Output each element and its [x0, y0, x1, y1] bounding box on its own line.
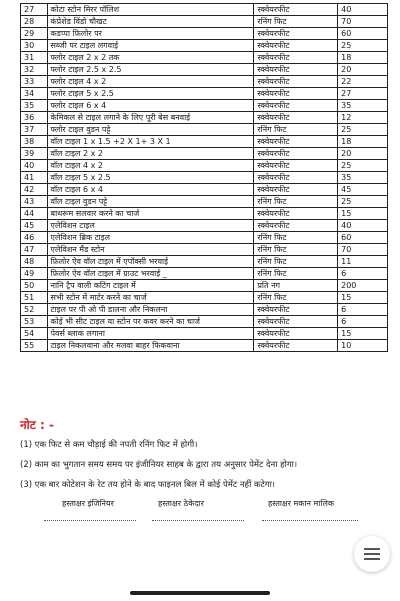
unit-cell: स्क्वेयरफीट	[254, 208, 338, 220]
rate-cell: 60	[338, 232, 388, 244]
rate-cell: 40	[338, 220, 388, 232]
hamburger-menu-icon	[364, 548, 380, 550]
item-description-cell: फ़िलोर ऐव वॉल टाइल में एपॉक्सी भरवाई	[47, 256, 254, 268]
item-description-cell: फ्लोर टाइल 2.5 x 2.5	[47, 64, 254, 76]
table-row	[21, 76, 388, 88]
rate-table	[20, 3, 388, 352]
unit-cell: रनिंग फिट	[254, 124, 338, 136]
unit-cell: स्क्वेयरफीट	[254, 64, 338, 76]
unit-cell: स्क्वेयरफीट	[254, 160, 338, 172]
unit-cell: स्क्वेयरफीट	[254, 184, 338, 196]
item-description-cell: कोई भी सीट टाइल या स्टोन पर कवर करने का चार्ज	[47, 316, 254, 328]
rate-cell: 6	[338, 304, 388, 316]
rate-cell: 27	[338, 88, 388, 100]
item-description-cell: फ्लोर टाइल वुडन पट्टे	[47, 124, 254, 136]
item-description-cell: वॉल टाइल 4 x 2	[47, 160, 254, 172]
row-number-cell: 47	[21, 244, 48, 256]
unit-cell: स्क्वेयरफीट	[254, 220, 338, 232]
unit-cell: रनिंग फिट	[254, 244, 338, 256]
hamburger-menu-icon-bar	[364, 558, 380, 560]
row-number-cell: 28	[21, 16, 48, 28]
item-description-cell: एलेविशन टाइल	[47, 220, 254, 232]
item-description-cell: टाइल पर पी ओ पी डालना और निकलना	[47, 304, 254, 316]
table-row	[21, 280, 388, 292]
rate-table-body	[21, 4, 388, 352]
unit-cell: स्क्वेयरफीट	[254, 4, 338, 16]
row-number-cell: 41	[21, 172, 48, 184]
unit-cell: स्क्वेयरफीट	[254, 112, 338, 124]
signature-engineer-line	[44, 520, 136, 521]
unit-cell: स्क्वेयरफीट	[254, 316, 338, 328]
item-description-cell: फ्लोर टाइल 4 x 2	[47, 76, 254, 88]
unit-cell: रनिंग फिट	[254, 256, 338, 268]
item-description-cell: कंप्रेशेड विंडो चौखट	[47, 16, 254, 28]
unit-cell: स्क्वेयरफीट	[254, 304, 338, 316]
item-description-cell: फ़िलोर ऐव वॉल टाइल में ग्राउट भरवाई _	[47, 268, 254, 280]
row-number-cell: 45	[21, 220, 48, 232]
item-description-cell: बाथरूम सलवार करने का चार्ज	[47, 208, 254, 220]
row-number-cell: 49	[21, 268, 48, 280]
rate-cell: 20	[338, 148, 388, 160]
rate-cell: 22	[338, 76, 388, 88]
rate-cell: 15	[338, 328, 388, 340]
row-number-cell: 50	[21, 280, 48, 292]
unit-cell: रनिंग फिट	[254, 196, 338, 208]
row-number-cell: 55	[21, 340, 48, 352]
item-description-cell: सब्जी पर टाइल लगवाई	[47, 40, 254, 52]
item-description-cell: केमिकल से टाइल लगाने के लिए पूरी बेस बनवाई	[47, 112, 254, 124]
table-row	[21, 64, 388, 76]
item-description-cell: वॉल टाइल 1 x 1.5 +2 X 1+ 3 X 1	[47, 136, 254, 148]
row-number-cell: 43	[21, 196, 48, 208]
item-description-cell: सभी स्टोन में मार्टर करने का चार्ज	[47, 292, 254, 304]
item-description-cell: फ्लोर टाइल 2 x 2 तक	[47, 52, 254, 64]
row-number-cell: 52	[21, 304, 48, 316]
item-description-cell: फ्लोर टाइल 6 x 4	[47, 100, 254, 112]
rate-cell: 25	[338, 196, 388, 208]
table-row	[21, 112, 388, 124]
table-row	[21, 256, 388, 268]
unit-cell: स्क्वेयरफीट	[254, 28, 338, 40]
row-number-cell: 32	[21, 64, 48, 76]
item-description-cell: कडप्पा फ़िलोर पर	[47, 28, 254, 40]
item-description-cell: कोटा स्टोन मिरर पॉलिश	[47, 4, 254, 16]
row-number-cell: 53	[21, 316, 48, 328]
unit-cell: स्क्वेयरफीट	[254, 52, 338, 64]
unit-cell: रनिंग फिट	[254, 268, 338, 280]
row-number-cell: 46	[21, 232, 48, 244]
row-number-cell: 34	[21, 88, 48, 100]
rate-cell: 11	[338, 256, 388, 268]
item-description-cell: पेवर्स ब्लाक लगाना	[47, 328, 254, 340]
row-number-cell: 51	[21, 292, 48, 304]
signature-owner-line	[262, 520, 358, 521]
unit-cell: स्क्वेयरफीट	[254, 172, 338, 184]
table-row	[21, 328, 388, 340]
signature-contractor-label: हस्ताक्षर ठेकेदार	[158, 499, 204, 508]
row-number-cell: 31	[21, 52, 48, 64]
row-number-cell: 33	[21, 76, 48, 88]
unit-cell: रनिंग फिट	[254, 16, 338, 28]
note-item-1: (1) एक फिट से कम चौड़ाई की नपती रनिंग फिट में होगी।	[20, 440, 198, 450]
table-row	[21, 220, 388, 232]
rate-cell: 18	[338, 136, 388, 148]
row-number-cell: 35	[21, 100, 48, 112]
unit-cell: स्क्वेयरफीट	[254, 88, 338, 100]
rate-cell: 70	[338, 244, 388, 256]
rate-cell: 25	[338, 160, 388, 172]
item-description-cell: एलेविशन मैंड स्टोन	[47, 244, 254, 256]
row-number-cell: 27	[21, 4, 48, 16]
row-number-cell: 44	[21, 208, 48, 220]
note-item-3: (3) एक बार कोटेशन के रेट तय होने के बाद फाइनल बिल में कोई पेमेंट नहीं कटेगा।	[20, 480, 275, 490]
rate-cell: 15	[338, 292, 388, 304]
table-row	[21, 40, 388, 52]
item-description-cell: वॉल टाइल 5 x 2.5	[47, 172, 254, 184]
table-row	[21, 148, 388, 160]
unit-cell: स्क्वेयरफीट	[254, 40, 338, 52]
table-row	[21, 4, 388, 16]
unit-cell: प्रति नग	[254, 280, 338, 292]
row-number-cell: 38	[21, 136, 48, 148]
signature-owner-label: हस्ताक्षर मकान मालिक	[268, 499, 335, 508]
table-row	[21, 292, 388, 304]
rate-cell: 25	[338, 40, 388, 52]
unit-cell: रनिंग फिट	[254, 232, 338, 244]
unit-cell: स्क्वेयरफीट	[254, 76, 338, 88]
item-description-cell: वॉल टाइल 6 x 4	[47, 184, 254, 196]
row-number-cell: 48	[21, 256, 48, 268]
rate-cell: 12	[338, 112, 388, 124]
table-row	[21, 160, 388, 172]
rate-cell: 15	[338, 208, 388, 220]
rate-cell: 200	[338, 280, 388, 292]
table-row	[21, 28, 388, 40]
rate-cell: 6	[338, 316, 388, 328]
table-row	[21, 88, 388, 100]
unit-cell: रनिंग फिट	[254, 292, 338, 304]
row-number-cell: 42	[21, 184, 48, 196]
rate-cell: 25	[338, 124, 388, 136]
table-row	[21, 196, 388, 208]
rate-cell: 45	[338, 184, 388, 196]
table-row	[21, 316, 388, 328]
table-row	[21, 52, 388, 64]
table-row	[21, 100, 388, 112]
item-description-cell: फ्लोर टाइल 5 x 2.5	[47, 88, 254, 100]
unit-cell: स्क्वेयरफीट	[254, 328, 338, 340]
rate-cell: 20	[338, 64, 388, 76]
rate-cell: 6	[338, 268, 388, 280]
table-row	[21, 232, 388, 244]
rate-cell: 10	[338, 340, 388, 352]
row-number-cell: 36	[21, 112, 48, 124]
table-row	[21, 136, 388, 148]
row-number-cell: 40	[21, 160, 48, 172]
unit-cell: स्क्वेयरफीट	[254, 136, 338, 148]
unit-cell: स्क्वेयरफीट	[254, 340, 338, 352]
item-description-cell: नानि ट्रैप वाली कटिंग टाइल में	[47, 280, 254, 292]
item-description-cell: वॉल टाइल वुडन पट्टे	[47, 196, 254, 208]
note-item-2: (2) काम का भुगतान समय समय पर इंजीनियर साहब के द्वारा तय अनुसार पेमेंट देना होगा।	[20, 460, 298, 470]
row-number-cell: 29	[21, 28, 48, 40]
hamburger-menu-icon-bar	[364, 553, 380, 555]
item-description-cell: एलेविशन ब्रिक टाइल	[47, 232, 254, 244]
rate-cell: 35	[338, 100, 388, 112]
item-description-cell: वॉल टाइल 2 x 2	[47, 148, 254, 160]
table-row	[21, 124, 388, 136]
table-row	[21, 268, 388, 280]
rate-cell: 40	[338, 4, 388, 16]
table-row	[21, 172, 388, 184]
rate-cell: 18	[338, 52, 388, 64]
table-row	[21, 208, 388, 220]
rate-cell: 60	[338, 28, 388, 40]
home-indicator[interactable]	[130, 591, 270, 595]
item-description-cell: टाइल निकलवाना और मलवा बाहर फिकवाना	[47, 340, 254, 352]
signature-engineer-label: हस्ताक्षर इंजिनियर	[62, 499, 114, 508]
row-number-cell: 37	[21, 124, 48, 136]
table-row	[21, 184, 388, 196]
rate-cell: 35	[338, 172, 388, 184]
row-number-cell: 54	[21, 328, 48, 340]
menu-button[interactable]	[354, 536, 390, 572]
unit-cell: स्क्वेयरफीट	[254, 148, 338, 160]
row-number-cell: 39	[21, 148, 48, 160]
table-row	[21, 304, 388, 316]
table-row	[21, 244, 388, 256]
row-number-cell: 30	[21, 40, 48, 52]
table-row	[21, 340, 388, 352]
notes-title: नोट : -	[20, 418, 54, 432]
signature-contractor-line	[152, 520, 244, 521]
unit-cell: स्क्वेयरफीट	[254, 100, 338, 112]
rate-cell: 70	[338, 16, 388, 28]
table-row	[21, 16, 388, 28]
